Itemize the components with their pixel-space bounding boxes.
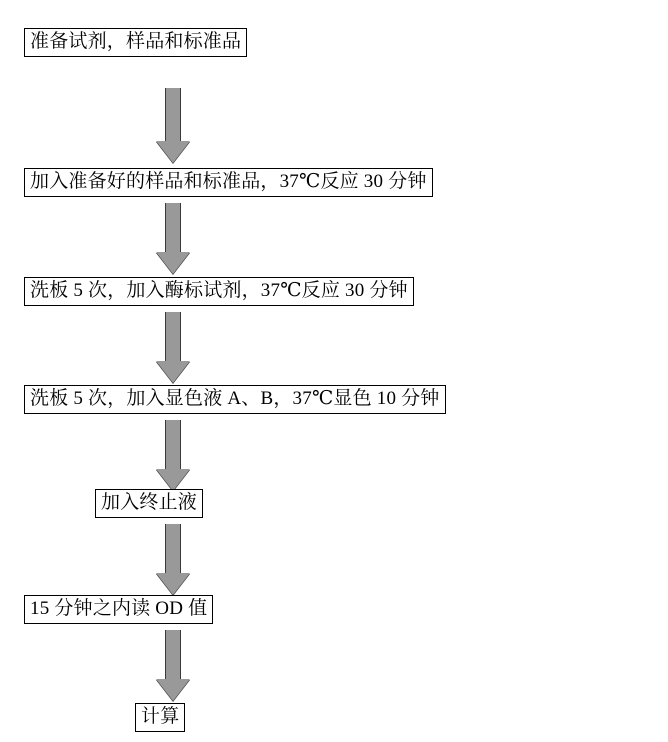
flow-arrow-2 (156, 203, 190, 275)
flow-step-6 (24, 595, 213, 624)
arrow-shaft (165, 312, 181, 362)
arrow-head (156, 141, 190, 163)
flow-arrow-4 (156, 420, 190, 492)
flow-step-6-label: 15 分钟之内读 OD 值 (30, 598, 208, 619)
flow-step-3-label: 洗板 5 次，加入酶标试剂，37℃反应 30 分钟 (30, 280, 408, 301)
arrow-shaft (165, 88, 181, 142)
arrow-head (156, 252, 190, 274)
arrow-shaft (165, 420, 181, 470)
flow-step-2-label: 加入准备好的样品和标准品，37℃反应 30 分钟 (30, 171, 427, 192)
flow-step-4 (24, 385, 446, 414)
flow-step-4-label: 洗板 5 次，加入显色液 A、B，37℃显色 10 分钟 (30, 388, 440, 409)
arrow-head (156, 469, 190, 491)
flow-arrow-3 (156, 312, 190, 384)
arrow-head (156, 361, 190, 383)
flow-step-5-label: 加入终止液 (101, 492, 198, 513)
flow-step-2 (24, 168, 433, 197)
flow-arrow-1 (156, 88, 190, 164)
flow-arrow-6 (156, 630, 190, 702)
arrow-head (156, 573, 190, 595)
flow-arrow-5 (156, 524, 190, 596)
flow-step-1 (24, 28, 247, 57)
flow-step-7 (135, 703, 185, 732)
flow-step-3 (24, 277, 414, 306)
flow-step-1-label: 准备试剂，样品和标准品 (30, 31, 242, 52)
arrow-head (156, 679, 190, 701)
arrow-shaft (165, 524, 181, 574)
flow-step-5 (95, 489, 203, 518)
flow-step-7-label: 计算 (141, 706, 180, 727)
arrow-shaft (165, 630, 181, 680)
arrow-shaft (165, 203, 181, 253)
